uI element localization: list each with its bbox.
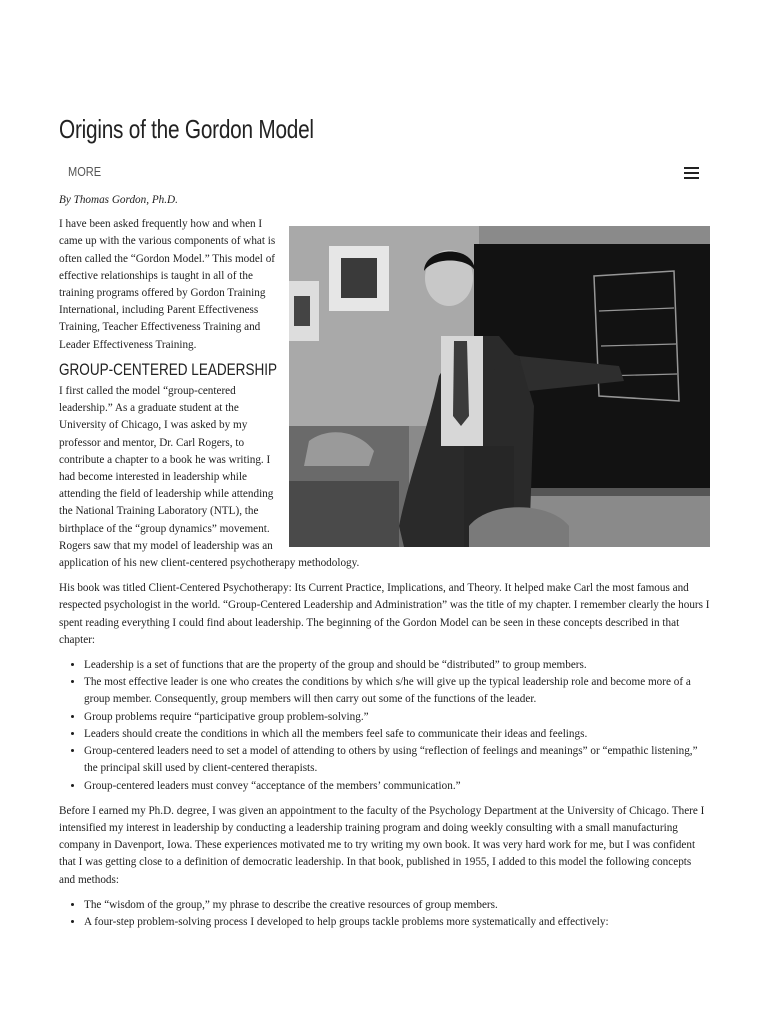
more-menu-link[interactable]: MORE	[68, 164, 102, 179]
page-title: Origins of the Gordon Model	[59, 114, 314, 144]
paragraph-2: His book was titled Client-Centered Psychotherapy: Its Current Practice, Implications, and Theory. It helped make Carl the most famous and respected psychologist in the world. “Group-Centered Leadership and Administration” was the title of my chapter. I remember clearly the hours I spent reading everything I could find about leadership. The beginning of the Gordon Model can be seen in these concepts described in that chapter:	[59, 582, 710, 646]
paragraph-1: I first called the model “group-centered leadership.” As a graduate student at the University of Chicago, I was asked by my professor and mentor, Dr. Carl Rogers, to contribute a chapter to a book he was writing. I had become interested in leadership while attending the field of leadership while attending the National Training Laboratory (NTL), the birthplace of the “group dynamics” movement. Rogers saw that my model of leadership was an application of his new client-centered psychotherapy methodology.	[59, 385, 360, 570]
photo-man-at-chalkboard-icon	[289, 226, 710, 547]
list-item: • Group-centered leaders need to set a model of attending to others by using “reflection of feelings and meanings” or “empathic listening,” the principal skill used by client-centered therapists.	[84, 743, 710, 777]
list-item: • The “wisdom of the group,” my phrase to describe the creative resources of group members.	[84, 897, 710, 914]
methods-list	[59, 897, 710, 931]
byline: By Thomas Gordon, Ph.D.	[59, 194, 178, 206]
list-item: • The most effective leader is one who creates the conditions by which s/he will give up the typical leadership role and become more of a group member. Consequently, group members will then carry out some of the functions of the leader.	[84, 674, 710, 708]
paragraph-3: Before I earned my Ph.D. degree, I was given an appointment to the faculty of the Psychology Department at the University of Chicago. There I intensified my interest in leadership by conducting a leadership training program and doing weekly consulting with a small manufacturing company in Davenport, Iowa. These experiences motivated me to try writing my own book. It was very hard work for me, but I was confident that I was getting close to a definition of democratic leadership. In that book, published in 1955, I added to this model the following concepts and methods:	[59, 804, 705, 886]
list-item: • Leadership is a set of functions that are the property of the group and should be “distributed” to group members.	[84, 657, 710, 674]
list-item: • Group problems require “participative group problem-solving.”	[84, 709, 710, 726]
list-item: • A four-step problem-solving process I developed to help groups tackle problems more systematically and effectively:	[84, 914, 710, 931]
list-item: • Group-centered leaders must convey “acceptance of the members’ communication.”	[84, 778, 710, 795]
list-item: • Leaders should create the conditions in which all the members feel safe to communicate their ideas and feelings.	[84, 726, 710, 743]
concepts-list	[59, 657, 710, 795]
intro-paragraph: I have been asked frequently how and when I came up with the various components of what is often called the “Gordon Model.” This model of effective relationships is taught in all of the training programs offered by Gordon Training International, including Parent Effectiveness Training, Teacher Effectiveness Training and Leader Effectiveness Training.	[59, 218, 276, 351]
hamburger-menu-icon[interactable]	[684, 167, 699, 179]
section-heading: GROUP-CENTERED LEADERSHIP	[59, 360, 278, 379]
article-body	[59, 192, 710, 939]
